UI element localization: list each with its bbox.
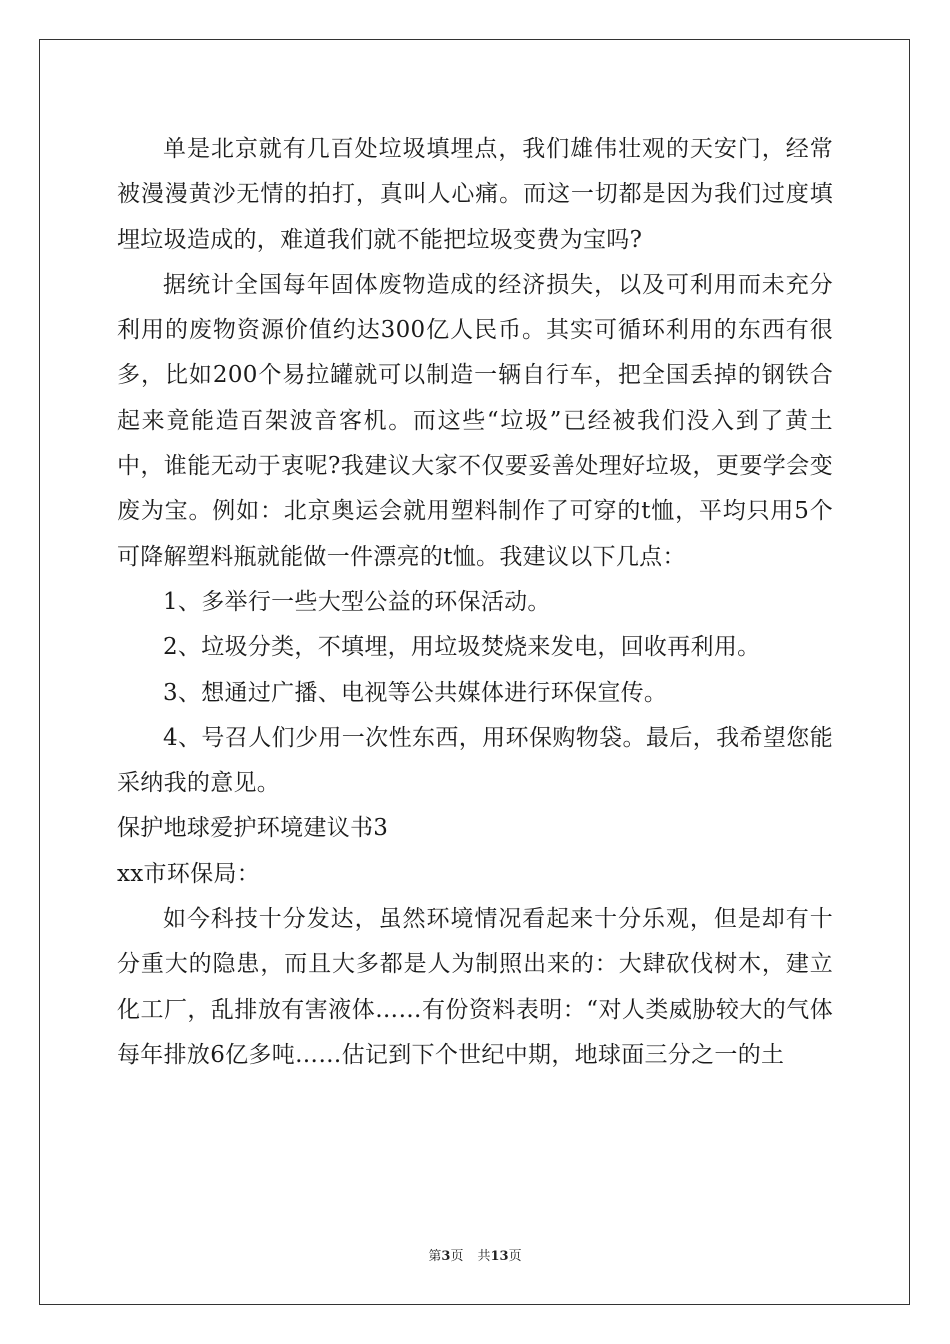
list-item: 4、号召人们少用一次性东西，用环保购物袋。最后，我希望您能采纳我的意见。	[117, 724, 833, 797]
document-body	[117, 127, 833, 1078]
list-item: 3、想通过广播、电视等公共媒体进行环保宣传。	[163, 679, 668, 706]
current-page-number: 3	[441, 1249, 451, 1264]
paragraph: 如今科技十分发达，虽然环境情况看起来十分乐观，但是却有十分重大的隐患，而且大多都是人为制照出来的：大肆砍伐树木，建立化工厂，乱排放有害液体……有份资料表明：“对人类威胁较大的气体每年排放6亿多吨……估记到下个世纪中期，地球面三分之一的土	[117, 906, 833, 1068]
page-prefix: 第	[428, 1249, 442, 1264]
paragraph: 据统计全国每年固体废物造成的经济损失，以及可利用而未充分利用的废物资源价值约达300亿人民币。其实可循环利用的东西有很多，比如200个易拉罐就可以制造一辆自行车，把全国丢掉的钢铁合起来竟能造百架波音客机。而这些“垃圾”已经被我们没入到了黄土中，谁能无动于衷呢?我建议大家不仅要妥善处理好垃圾，更要学会变废为宝。例如：北京奥运会就用塑料制作了可穿的t恤，平均只用5个可降解塑料瓶就能做一件漂亮的t恤。我建议以下几点：	[117, 271, 833, 570]
paragraph: 单是北京就有几百处垃圾填埋点，我们雄伟壮观的天安门，经常被漫漫黄沙无情的拍打，真叫人心痛。而这一切都是因为我们过度填埋垃圾造成的，难道我们就不能把垃圾变费为宝吗?	[117, 136, 833, 253]
salutation: xx市环保局：	[117, 860, 261, 887]
section-heading: 保护地球爱护环境建议书3	[117, 815, 389, 842]
page-unit: 页	[450, 1249, 464, 1264]
total-unit: 页	[508, 1249, 522, 1264]
total-prefix: 共	[477, 1249, 491, 1264]
total-page-count: 13	[490, 1249, 509, 1264]
list-item: 1、多举行一些大型公益的环保活动。	[163, 588, 551, 615]
page-footer	[0, 1248, 950, 1266]
list-item: 2、垃圾分类，不填埋，用垃圾焚烧来发电，回收再利用。	[163, 634, 761, 661]
